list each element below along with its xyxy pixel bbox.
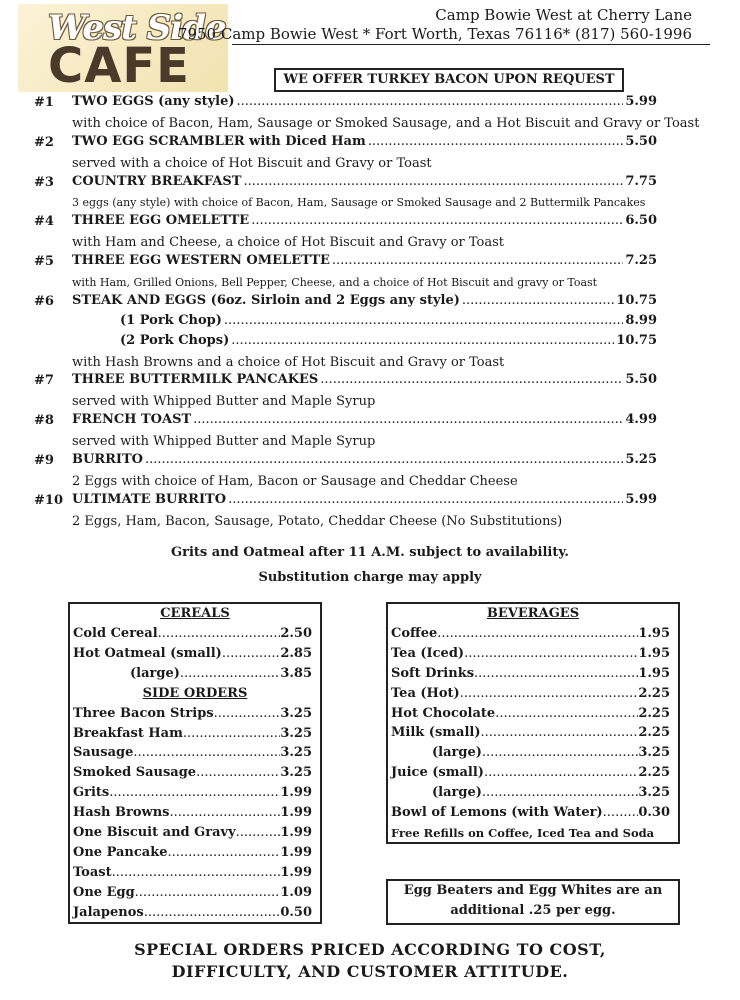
item-price: 3.25	[638, 745, 670, 761]
egg-beaters-line-1: Egg Beaters and Egg Whites are an	[403, 883, 663, 898]
beverages-heading: BEVERAGES	[486, 606, 580, 621]
price-row	[70, 843, 320, 863]
price-row	[388, 803, 678, 823]
menu-item-price: 10.75	[616, 332, 657, 348]
menu-item-number: #4	[34, 214, 54, 230]
menu-item-name: BURRITO	[72, 452, 144, 468]
menu-item-row	[120, 313, 657, 328]
dot-leader	[196, 763, 280, 783]
price-row	[70, 664, 320, 684]
menu-item-number: #8	[34, 413, 54, 429]
grits-notice: Grits and Oatmeal after 11 A.M. subject to availability.	[171, 545, 569, 560]
price-row	[70, 903, 320, 923]
dot-leader	[474, 664, 638, 684]
special-orders-line-1: SPECIAL ORDERS PRICED ACCORDING TO COST,	[134, 940, 606, 959]
address-line-1: Camp Bowie West at Cherry Lane	[435, 6, 692, 24]
price-row	[388, 644, 678, 664]
item-name: Hash Browns	[73, 805, 170, 821]
price-row	[388, 723, 678, 743]
dot-leader	[237, 94, 624, 109]
item-name: (large)	[432, 785, 482, 801]
menu-line	[0, 470, 740, 490]
menu-item-description: with Hash Browns and a choice of Hot Biscuit and Gravy or Toast	[72, 354, 505, 370]
menu-line	[0, 291, 740, 311]
item-name: Coffee	[391, 626, 438, 641]
menu-item-description: with Ham and Cheese, a choice of Hot Biscuit and Gravy or Toast	[72, 235, 504, 251]
dot-leader	[145, 452, 623, 467]
menu-line	[0, 370, 740, 390]
item-name: Milk (small)	[391, 725, 481, 741]
dot-leader	[484, 763, 638, 783]
menu-item-variant: (2 Pork Chops)	[120, 332, 230, 348]
item-name: Tea (Hot)	[391, 685, 460, 701]
dot-leader	[144, 903, 281, 923]
dot-leader	[243, 174, 623, 189]
price-row	[388, 664, 678, 684]
item-name: Soft Drinks	[391, 665, 475, 681]
side-orders-heading: SIDE ORDERS	[142, 685, 248, 701]
item-name: Grits	[73, 785, 110, 801]
dot-leader	[482, 783, 638, 803]
item-name: (large)	[432, 745, 482, 761]
logo-bottom-text: CAFE	[48, 38, 190, 94]
substitution-notice: Substitution charge may apply	[258, 570, 482, 585]
dot-leader	[251, 213, 623, 228]
item-name: Jalapenos	[73, 904, 144, 920]
menu-item-variant: (1 Pork Chop)	[120, 312, 222, 328]
dot-leader	[169, 803, 280, 823]
menu-item-description: 2 Eggs with choice of Ham, Bacon or Sausage and Cheddar Cheese	[72, 473, 518, 489]
free-refills-note: Free Refills on Coffee, Iced Tea and Soda	[391, 825, 655, 840]
menu-item-price: 8.99	[625, 312, 657, 328]
item-name: Smoked Sausage	[73, 765, 197, 781]
breakfast-menu	[0, 92, 740, 530]
price-row	[70, 823, 320, 843]
item-price: 1.99	[280, 805, 312, 821]
dot-leader	[133, 743, 280, 763]
menu-item-price: 10.75	[616, 292, 657, 308]
menu-item-description: served with Whipped Butter and Maple Syrup	[72, 434, 376, 450]
menu-line	[0, 132, 740, 152]
menu-item-name: TWO EGG SCRAMBLER with Diced Ham	[72, 133, 366, 149]
menu-line	[0, 490, 740, 510]
dot-leader	[158, 624, 281, 644]
dot-leader	[109, 783, 280, 803]
logo-top-text: West Side	[48, 8, 226, 48]
menu-item-row	[72, 293, 657, 308]
item-name: Toast	[73, 864, 112, 880]
menu-item-price: 5.50	[625, 133, 657, 149]
side-orders-list	[70, 704, 320, 923]
cereals-list	[70, 624, 320, 684]
dot-leader	[236, 823, 281, 843]
dot-leader	[224, 313, 623, 328]
dot-leader	[332, 253, 623, 268]
price-row	[70, 863, 320, 883]
menu-item-row	[72, 253, 657, 268]
menu-item-name: THREE BUTTERMILK PANCAKES	[72, 372, 319, 388]
menu-item-number: #7	[34, 373, 54, 389]
menu-item-description: served with Whipped Butter and Maple Syrup	[72, 394, 376, 410]
menu-item-row	[72, 372, 657, 387]
item-name: Tea (Iced)	[391, 645, 465, 661]
price-row	[70, 803, 320, 823]
egg-beaters-line-2: additional .25 per egg.	[450, 903, 616, 918]
dot-leader	[437, 624, 638, 644]
address-line-2: 7950 Camp Bowie West * Fort Worth, Texas 76116* (817) 560-1996	[177, 25, 692, 43]
item-price: 3.25	[638, 785, 670, 801]
dot-leader	[228, 492, 623, 507]
menu-item-number: #10	[34, 492, 63, 508]
menu-line	[0, 311, 740, 331]
item-price: 2.50	[280, 626, 312, 641]
menu-line	[0, 191, 740, 211]
price-row	[388, 704, 678, 724]
item-price: 0.50	[280, 904, 312, 920]
menu-item-row	[72, 452, 657, 467]
menu-item-row	[72, 94, 657, 109]
menu-line	[0, 510, 740, 530]
turkey-bacon-notice: WE OFFER TURKEY BACON UPON REQUEST	[274, 68, 624, 92]
item-name: Hot Oatmeal (small)	[73, 645, 222, 661]
menu-item-price: 5.99	[625, 94, 657, 109]
menu-item-description: with Ham, Grilled Onions, Bell Pepper, Cheese, and a choice of Hot Biscuit and gravy or Toast	[72, 276, 598, 290]
menu-item-number: #5	[34, 254, 54, 270]
dot-leader	[603, 803, 639, 823]
price-row	[70, 783, 320, 803]
menu-line	[0, 450, 740, 470]
menu-item-price: 7.25	[625, 253, 657, 269]
price-row	[388, 684, 678, 704]
price-row	[70, 883, 320, 903]
dot-leader	[168, 843, 281, 863]
menu-line	[0, 231, 740, 251]
menu-item-price: 7.75	[625, 173, 657, 189]
menu-item-name: THREE EGG OMELETTE	[72, 213, 250, 229]
price-row	[70, 724, 320, 744]
item-name: Hot Chocolate	[391, 705, 496, 721]
item-price: 1.99	[280, 825, 312, 841]
dot-leader	[482, 743, 638, 763]
menu-item-description: served with a choice of Hot Biscuit and Gravy or Toast	[72, 155, 432, 171]
menu-item-row	[72, 134, 657, 149]
item-price: 1.99	[280, 785, 312, 801]
menu-item-number: #3	[34, 174, 54, 190]
menu-item-number: #9	[34, 453, 54, 469]
item-price: 2.25	[638, 725, 670, 741]
menu-item-name: COUNTRY BREAKFAST	[72, 173, 242, 189]
dot-leader	[462, 293, 614, 308]
item-name: One Pancake	[73, 844, 168, 860]
dot-leader	[222, 644, 281, 664]
menu-item-name: THREE EGG WESTERN OMELETTE	[72, 253, 330, 269]
price-row	[388, 624, 678, 644]
cereals-sides-box	[68, 602, 322, 924]
item-price: 2.25	[638, 765, 670, 781]
dot-leader	[214, 704, 281, 724]
menu-item-price: 5.99	[625, 491, 657, 507]
item-price: 0.30	[638, 805, 670, 821]
item-price: 3.85	[280, 665, 312, 681]
menu-item-row	[120, 333, 657, 348]
item-price: 2.25	[638, 685, 670, 701]
menu-item-number: #2	[34, 134, 54, 150]
dot-leader	[464, 644, 638, 664]
egg-beaters-box	[386, 879, 680, 925]
menu-item-row	[72, 492, 657, 507]
menu-line	[0, 331, 740, 351]
menu-item-number: #1	[34, 95, 54, 110]
dot-leader	[320, 372, 623, 387]
item-name: Breakfast Ham	[73, 725, 183, 741]
item-price: 1.99	[280, 844, 312, 860]
cafe-logo	[18, 4, 228, 92]
beverages-list	[388, 624, 678, 823]
menu-line	[0, 430, 740, 450]
item-price: 1.95	[638, 665, 670, 681]
menu-line	[0, 211, 740, 231]
menu-line	[0, 351, 740, 371]
item-price: 1.95	[638, 626, 670, 641]
price-row	[388, 763, 678, 783]
dot-leader	[180, 664, 280, 684]
menu-line	[0, 271, 740, 291]
price-row	[388, 743, 678, 763]
item-name: One Biscuit and Gravy	[73, 825, 236, 841]
menu-line	[0, 172, 740, 192]
item-price: 1.99	[280, 864, 312, 880]
item-name: (large)	[130, 665, 180, 681]
dot-leader	[480, 723, 638, 743]
menu-item-name: ULTIMATE BURRITO	[72, 491, 227, 507]
item-name: Juice (small)	[391, 765, 484, 781]
item-price: 3.25	[280, 745, 312, 761]
item-price: 2.85	[280, 645, 312, 661]
special-orders-line-2: DIFFICULTY, AND CUSTOMER ATTITUDE.	[171, 962, 569, 981]
dot-leader	[193, 412, 623, 427]
price-row	[388, 783, 678, 803]
menu-item-row	[72, 412, 657, 427]
item-price: 1.95	[638, 645, 670, 661]
menu-line	[0, 251, 740, 271]
item-price: 3.25	[280, 725, 312, 741]
menu-item-row	[72, 213, 657, 228]
dot-leader	[495, 704, 638, 724]
menu-item-description: 3 eggs (any style) with choice of Bacon, Ham, Sausage or Smoked Sausage and 2 Buttermilk Pancakes	[72, 196, 646, 210]
menu-line	[0, 410, 740, 430]
dot-leader	[135, 883, 281, 903]
menu-item-description: 2 Eggs, Ham, Bacon, Sausage, Potato, Cheddar Cheese (No Substitutions)	[72, 513, 563, 529]
price-row	[70, 763, 320, 783]
item-price: 3.25	[280, 765, 312, 781]
item-name: Sausage	[73, 745, 134, 761]
price-row	[70, 743, 320, 763]
menu-item-name: TWO EGGS (any style)	[72, 94, 235, 109]
dot-leader	[460, 684, 639, 704]
dot-leader	[368, 134, 624, 149]
dot-leader	[231, 333, 614, 348]
menu-item-description: with choice of Bacon, Ham, Sausage or Smoked Sausage, and a Hot Biscuit and Gravy or Toast	[72, 115, 700, 131]
menu-item-number: #6	[34, 293, 54, 309]
menu-line	[0, 152, 740, 172]
item-name: One Egg	[73, 884, 135, 900]
menu-item-price: 4.99	[625, 412, 657, 428]
menu-item-price: 5.50	[625, 372, 657, 388]
price-row	[70, 704, 320, 724]
dot-leader	[112, 863, 281, 883]
menu-item-name: STEAK AND EGGS (6oz. Sirloin and 2 Eggs any style)	[72, 292, 460, 308]
menu-line	[0, 112, 740, 132]
item-price: 1.09	[280, 884, 312, 900]
item-price: 3.25	[280, 705, 312, 721]
item-name: Three Bacon Strips	[73, 705, 214, 721]
item-name: Cold Cereal	[73, 626, 158, 641]
price-row	[70, 624, 320, 644]
menu-item-row	[72, 174, 657, 189]
menu-line	[0, 390, 740, 410]
price-row	[70, 644, 320, 664]
menu-item-price: 5.25	[625, 452, 657, 468]
item-price: 2.25	[638, 705, 670, 721]
cereals-heading: CEREALS	[160, 606, 230, 621]
dot-leader	[183, 724, 280, 744]
menu-item-price: 6.50	[625, 213, 657, 229]
menu-item-name: FRENCH TOAST	[72, 412, 192, 428]
item-name: Bowl of Lemons (with Water)	[391, 805, 603, 821]
beverages-box	[386, 602, 680, 844]
menu-line	[0, 92, 740, 112]
address-divider	[232, 44, 710, 45]
